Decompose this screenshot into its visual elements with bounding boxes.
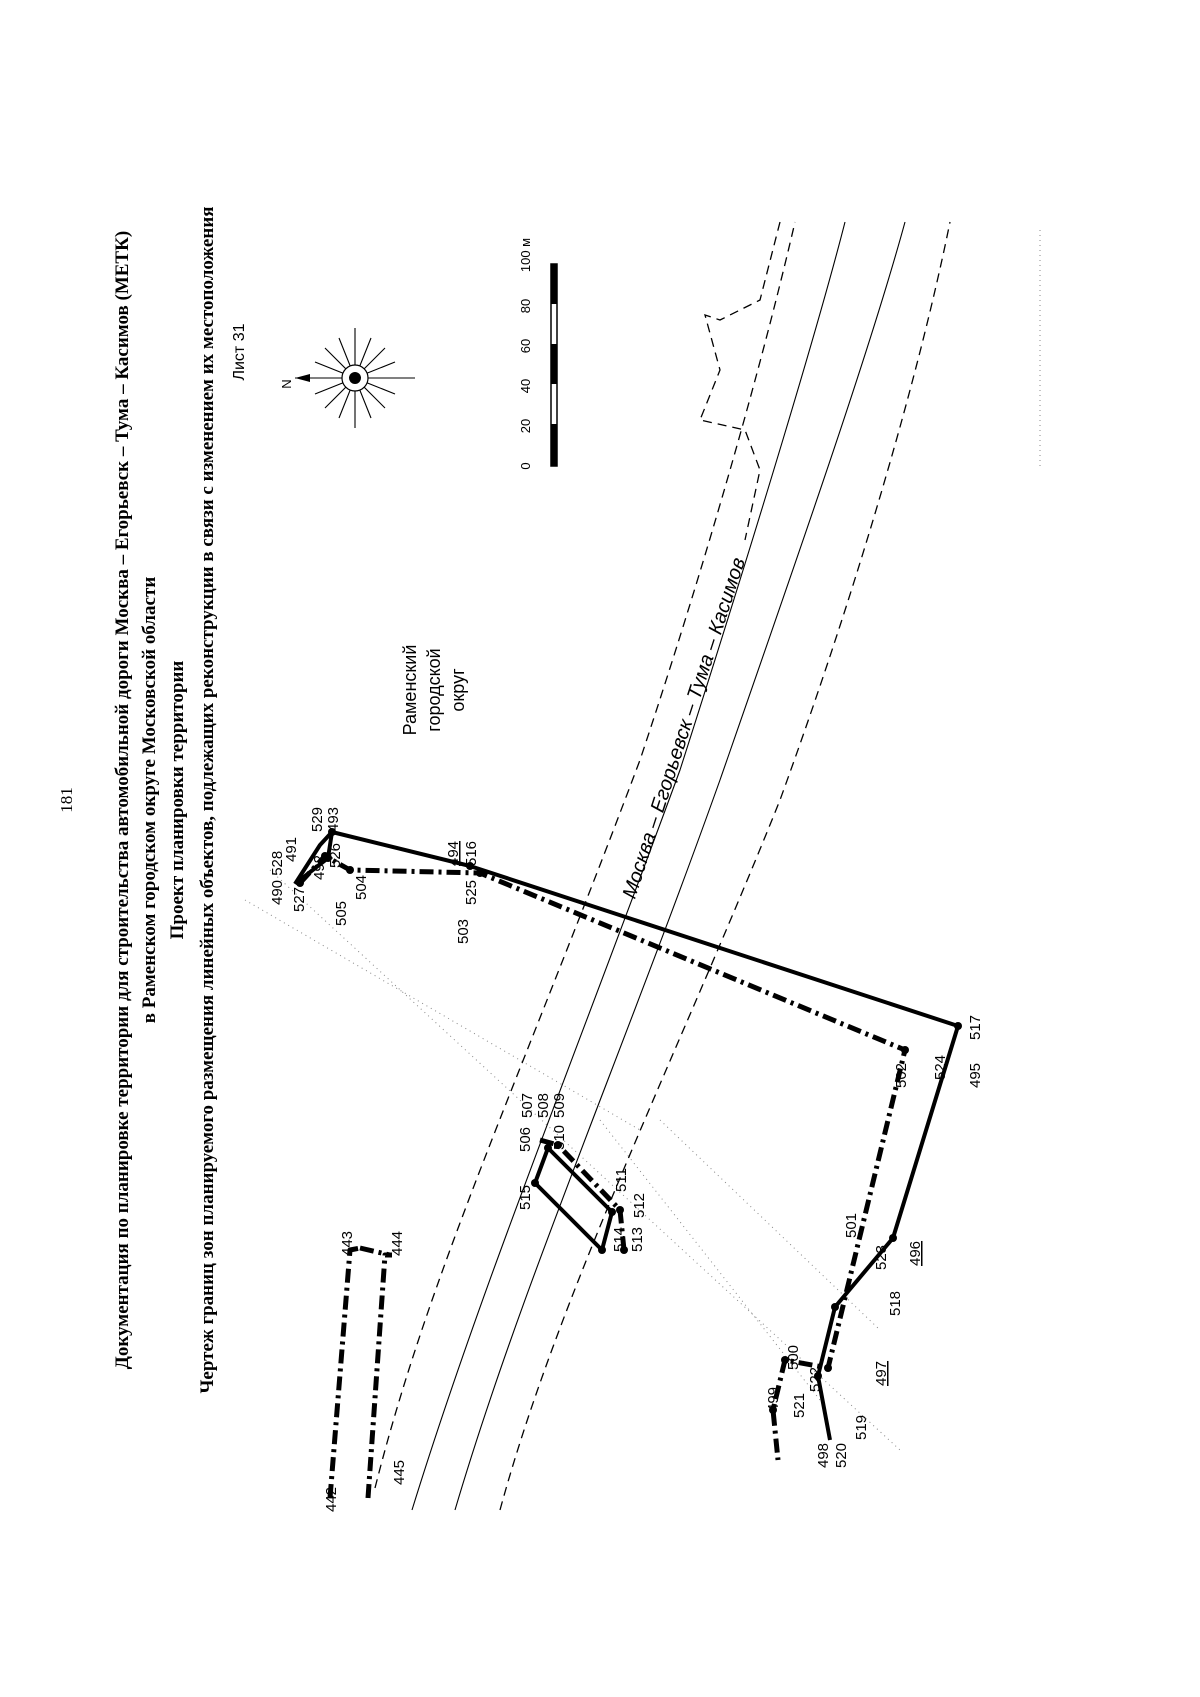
boundary-points bbox=[296, 828, 962, 1414]
boundary-point bbox=[901, 1046, 909, 1054]
boundary-point bbox=[346, 866, 354, 874]
north-label: N bbox=[279, 379, 294, 389]
point-label: 500 bbox=[785, 1344, 802, 1370]
point-label: 493 bbox=[325, 806, 342, 832]
boundary-point bbox=[616, 1206, 624, 1214]
point-label: 444 bbox=[389, 1230, 406, 1256]
scale-tick: 100 м bbox=[518, 237, 533, 273]
point-label: 516 bbox=[463, 840, 480, 866]
point-label: 442 bbox=[323, 1486, 340, 1512]
point-label: 527 bbox=[291, 886, 308, 912]
boundary-point bbox=[476, 869, 484, 877]
point-label: 445 bbox=[391, 1459, 408, 1485]
point-label: 525 bbox=[463, 879, 480, 905]
point-label: 443 bbox=[339, 1230, 356, 1256]
boundary-point bbox=[889, 1234, 897, 1242]
scale-tick: 20 bbox=[518, 418, 533, 434]
scale-tick: 80 bbox=[518, 298, 533, 314]
point-label: 520 bbox=[833, 1442, 850, 1468]
point-label: 492 bbox=[311, 854, 328, 880]
point-label: 510 bbox=[551, 1124, 568, 1150]
scale-tick: 0 bbox=[518, 462, 533, 470]
point-label: 514 bbox=[611, 1226, 628, 1252]
boundary-point bbox=[598, 1246, 606, 1254]
point-label: 494 bbox=[445, 840, 462, 866]
point-label: 495 bbox=[967, 1062, 984, 1088]
title-line-2: в Раменском городском округе Московской области bbox=[139, 576, 160, 1024]
point-label: 496 bbox=[907, 1240, 924, 1266]
title-line-3: Проект планировки территории bbox=[167, 660, 188, 940]
point-label: 524 bbox=[932, 1054, 949, 1080]
district-label-line: Раменский bbox=[400, 644, 420, 736]
page-number: 181 bbox=[57, 787, 76, 813]
scale-bar bbox=[551, 264, 557, 466]
point-label: 511 bbox=[613, 1168, 630, 1192]
road-name-label: Москва – Егорьевск – Тума – Касимов bbox=[618, 554, 750, 902]
boundary-point bbox=[831, 1303, 839, 1311]
scale-tick: 40 bbox=[518, 378, 533, 394]
point-label: 491 bbox=[283, 836, 300, 862]
district-label-line: городской bbox=[424, 648, 444, 732]
point-label: 505 bbox=[333, 900, 350, 926]
point-label: 521 bbox=[791, 1392, 808, 1418]
boundary-point bbox=[608, 1208, 616, 1216]
scale-bar-ticks bbox=[518, 238, 533, 470]
point-label: 509 bbox=[551, 1092, 568, 1118]
point-label: 497 bbox=[873, 1360, 890, 1386]
point-label: 526 bbox=[327, 842, 344, 868]
point-label: 501 bbox=[843, 1212, 860, 1238]
point-label: 506 bbox=[517, 1126, 534, 1152]
point-label: 504 bbox=[353, 874, 370, 900]
point-label: 515 bbox=[517, 1184, 534, 1210]
point-label: 517 bbox=[967, 1014, 984, 1040]
point-label: 522 bbox=[807, 1366, 824, 1392]
point-label: 518 bbox=[887, 1290, 904, 1316]
district-label-line: округ bbox=[448, 668, 468, 712]
boundary-point bbox=[954, 1022, 962, 1030]
point-label: 502 bbox=[893, 1062, 910, 1088]
title-line-1: Документация по планировке территории для строительства автомобильной дороги Москва – Егорьевск – Тума – Касимов (МЕТК) bbox=[112, 230, 133, 1370]
point-label: 503 bbox=[455, 918, 472, 944]
boundary-point bbox=[296, 879, 304, 887]
point-label: 529 bbox=[309, 806, 326, 832]
north-arrow-icon bbox=[295, 328, 415, 428]
point-label: 513 bbox=[629, 1226, 646, 1252]
point-label: 498 bbox=[815, 1442, 832, 1468]
district-label bbox=[400, 645, 468, 736]
zone-boundaries bbox=[295, 832, 958, 1498]
point-label: 523 bbox=[873, 1244, 890, 1270]
title-line-4: Чертеж границ зон планируемого размещения линейных объектов, подлежащих реконструкции в связи с изменением их местоположения bbox=[197, 206, 218, 1394]
scale-tick: 60 bbox=[518, 338, 533, 354]
point-label: 490 528 bbox=[269, 850, 286, 905]
sheet-label: Лист 31 bbox=[231, 323, 248, 381]
point-label: 507 bbox=[519, 1092, 536, 1118]
point-label: 512 bbox=[631, 1192, 648, 1218]
point-label: 508 bbox=[535, 1092, 552, 1118]
point-label: 499 bbox=[765, 1386, 782, 1412]
boundary-point bbox=[824, 1364, 832, 1372]
point-label: 519 bbox=[853, 1414, 870, 1440]
